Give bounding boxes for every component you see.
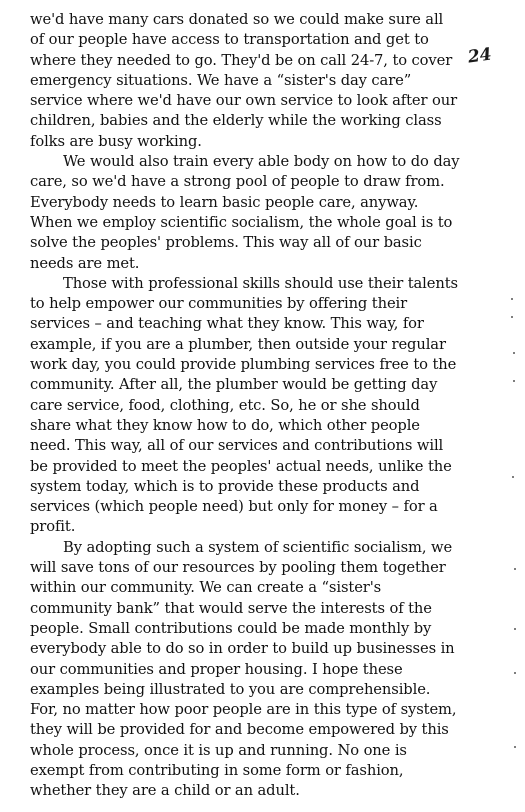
text-line: care service, food, clothing, etc. So, he or she should (30, 396, 420, 414)
text-line: example, if you are a plumber, then outside your regular (30, 335, 446, 353)
text-line: We would also train every able body on how to do day (63, 153, 460, 171)
text-line: they will be provided for and become empowered by this (30, 721, 449, 739)
text-line: people. Small contributions could be made monthly by (30, 619, 432, 637)
text-line: services (which people need) but only for money – for a (30, 498, 438, 516)
scan-speck (511, 298, 513, 300)
text-line: within our community. We can create a “sister's (30, 579, 382, 597)
text-line: system today, which is to provide these products and (30, 477, 420, 495)
text-line: share what they know how to do, which other people (30, 416, 420, 434)
text-line: will save tons of our resources by pooling them together (30, 559, 446, 577)
scan-speck (514, 746, 516, 748)
text-line: exempt from contributing in some form or fashion, (30, 761, 404, 779)
scan-speck (513, 380, 515, 382)
text-line: When we employ scientific socialism, the whole goal is to (30, 213, 453, 231)
text-line: needs are met. (30, 254, 140, 272)
text-line: everybody able to do so in order to build up businesses in (30, 640, 455, 658)
text-line: emergency situations. We have a “sister's day care” (30, 71, 412, 89)
text-line: folks are busy working. (30, 132, 202, 150)
text-line: service where we'd have our own service to look after our (30, 92, 458, 110)
scan-speck (511, 316, 513, 318)
text-line: services – and teaching what they know. This way, for (30, 315, 424, 333)
scan-speck (514, 628, 516, 630)
text-line: By adopting such a system of scientific socialism, we (63, 538, 453, 556)
text-line: we'd have many cars donated so we could make sure all (30, 11, 444, 28)
text-line: care, so we'd have a strong pool of people to draw from. (30, 173, 445, 191)
text-line: whole process, once it is up and running. No one is (30, 741, 407, 759)
text-line: Everybody needs to learn basic people care, anyway. (30, 193, 419, 211)
body-text (30, 10, 502, 802)
scan-speck (514, 672, 516, 674)
scan-speck (514, 568, 516, 570)
text-line: to help empower our communities by offering their (30, 295, 408, 313)
text-line: work day, you could provide plumbing services free to the (30, 356, 457, 374)
text-line: profit. (30, 518, 76, 536)
text-line: need. This way, all of our services and contributions will (30, 437, 444, 455)
text-line: our communities and proper housing. I hope these (30, 660, 403, 678)
scan-speck (513, 352, 515, 354)
text-line: For, no matter how poor people are in this type of system, (30, 701, 457, 719)
text-line: solve the peoples' problems. This way all of our basic (30, 234, 422, 252)
text-line: be provided to meet the peoples' actual needs, unlike the (30, 457, 452, 475)
handwritten-page-number: 24 (466, 44, 493, 68)
text-line: Those with professional skills should use their talents (63, 274, 458, 292)
text-line: children, babies and the elderly while the working class (30, 112, 442, 130)
scan-speck (512, 476, 514, 478)
text-line: community. After all, the plumber would be getting day (30, 376, 438, 394)
text-line: community bank” that would serve the interests of the (30, 599, 432, 617)
text-line: of our people have access to transportation and get to (30, 31, 429, 49)
text-line: examples being illustrated to you are comprehensible. (30, 680, 431, 698)
text-line: whether they are a child or an adult. (30, 782, 300, 800)
text-line: where they needed to go. They'd be on call 24-7, to cover (30, 51, 453, 69)
